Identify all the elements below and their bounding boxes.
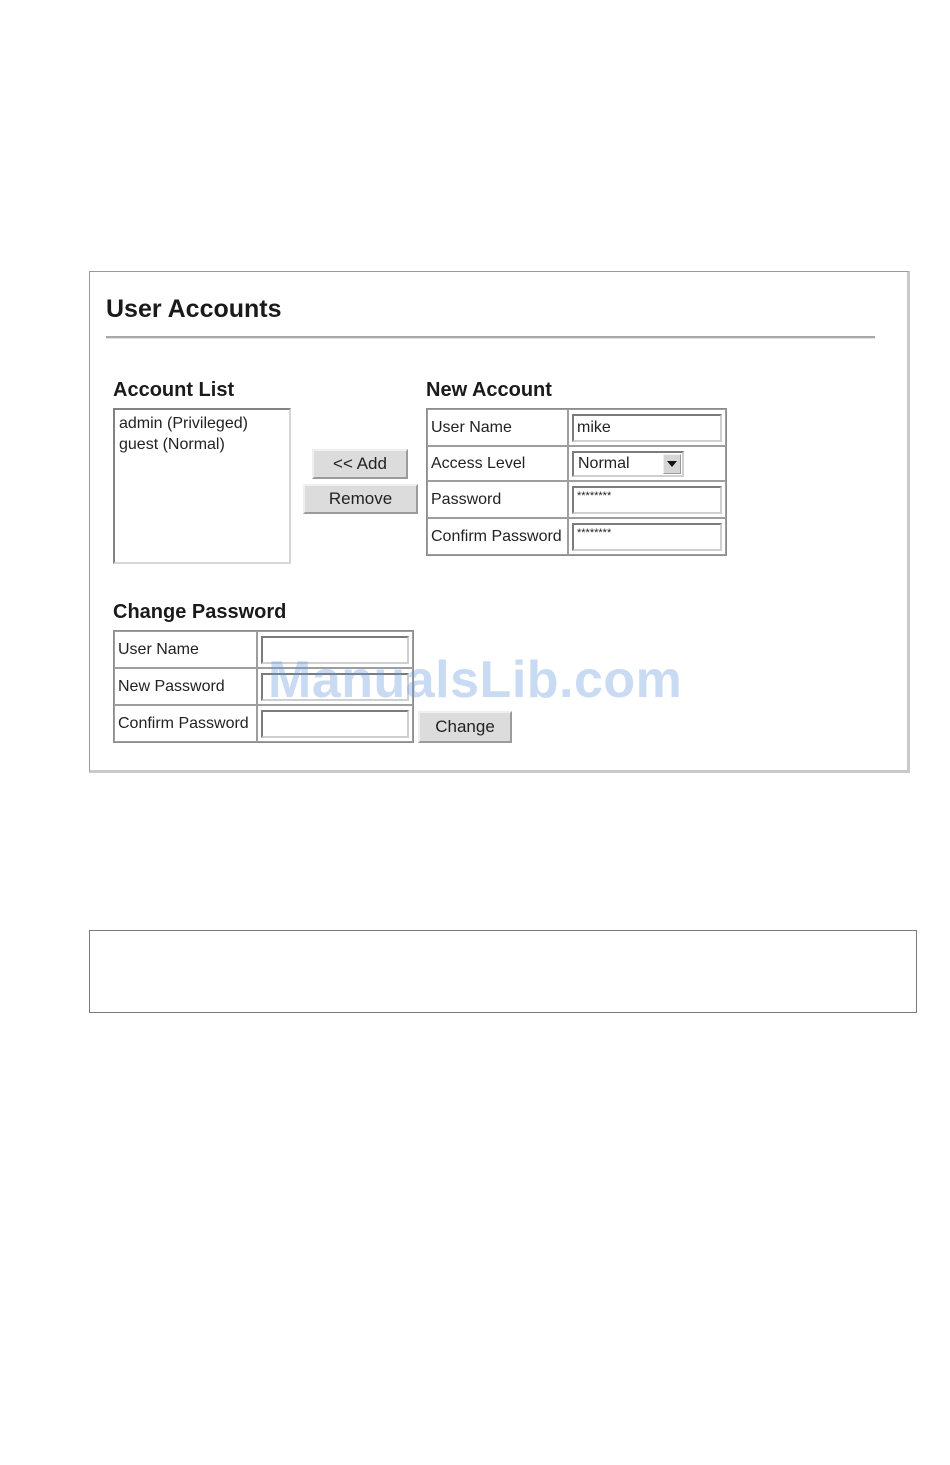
confirm-password-input[interactable]: ********	[572, 523, 722, 551]
change-confirm-password-label: Confirm Password	[114, 705, 257, 742]
new-user-name-label: User Name	[427, 409, 568, 446]
password-input[interactable]: ********	[572, 486, 722, 514]
new-account-form	[426, 408, 727, 556]
password-label: Password	[427, 481, 568, 518]
change-confirm-password-input[interactable]	[261, 710, 409, 738]
change-user-name-label: User Name	[114, 631, 257, 668]
access-level-value: Normal	[578, 454, 630, 472]
account-list-heading: Account List	[113, 379, 235, 401]
new-password-input[interactable]	[261, 673, 409, 701]
account-list-item[interactable]: guest (Normal)	[119, 436, 225, 453]
remove-button[interactable]: Remove	[303, 484, 418, 514]
new-user-name-input[interactable]: mike	[572, 414, 722, 442]
access-level-select[interactable]	[572, 451, 684, 477]
watermark: ManualsLib.com	[268, 651, 683, 709]
title-divider	[106, 336, 875, 339]
access-level-label: Access Level	[427, 446, 568, 481]
new-password-label: New Password	[114, 668, 257, 705]
change-button[interactable]: Change	[418, 711, 512, 743]
add-button[interactable]: << Add	[312, 449, 408, 479]
new-account-heading: New Account	[426, 379, 552, 401]
account-list-item[interactable]: admin (Privileged)	[119, 415, 248, 432]
change-password-heading: Change Password	[113, 601, 287, 623]
chevron-down-icon[interactable]	[663, 454, 681, 474]
change-password-form	[113, 630, 414, 743]
page-title: User Accounts	[106, 295, 282, 323]
note-box	[89, 930, 917, 1013]
change-user-name-input[interactable]	[261, 636, 409, 664]
account-listbox[interactable]	[113, 408, 291, 564]
confirm-password-label: Confirm Password	[427, 518, 568, 555]
